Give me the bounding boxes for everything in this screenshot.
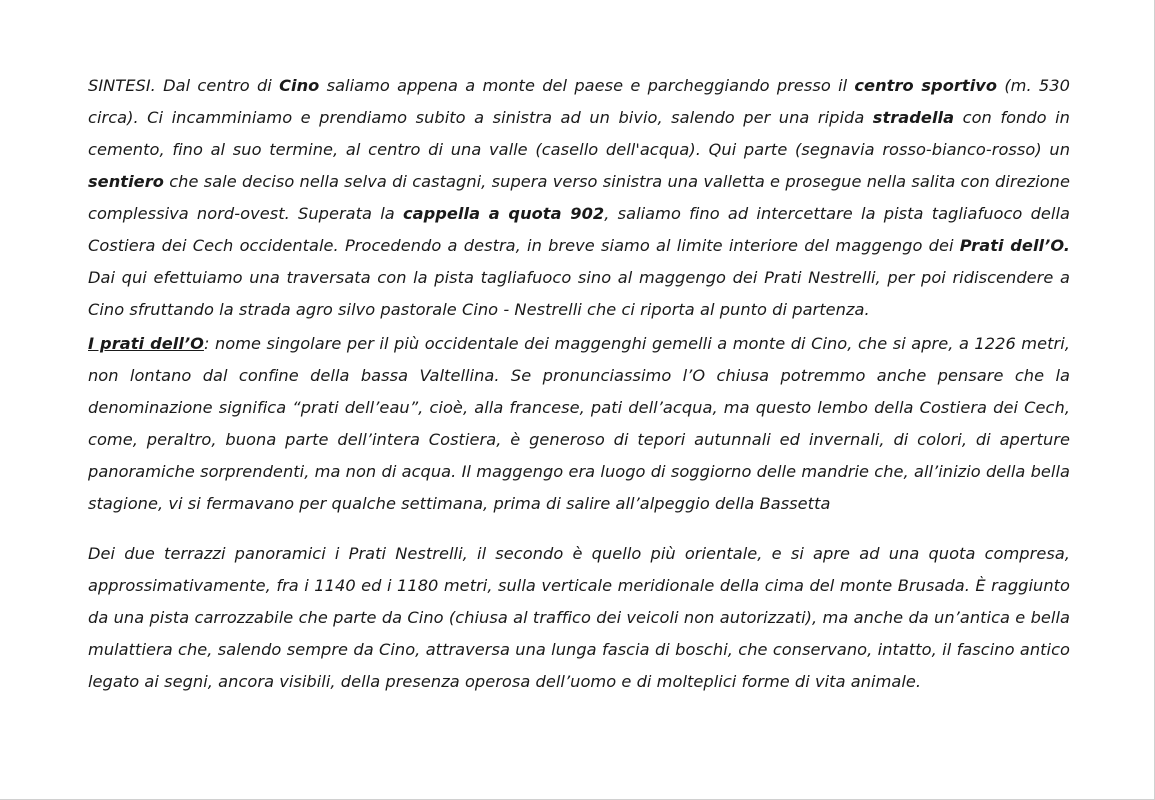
paragraph-prati-dell-o [88,328,1070,520]
bold-sentiero: sentiero [88,172,164,191]
sintesi-text-4: con fondo in cemento, fino al suo termine, al centro di una valle (casello dell'acqua). Qui parte (segnavia rosso-bianco-rosso) un [88,108,1070,159]
bold-cino: Cino [279,76,320,95]
prati-o-text: : nome singolare per il più occidentale dei maggenghi gemelli a monte di Cino, che si apre, a 1226 metri, non lontano dal confine della bassa Valtellina. Se pronunciassimo l’O chiusa potremmo anche pensare che la denominazione significa “prati dell’eau”, cioè, alla francese, pati dell’acqua, ma questo lembo della Costiera dei Cech, come, peraltro, buona parte dell’intera Costiera, è generoso di tepori autunnali ed invernali, di colori, di aperture panoramiche sorprendenti, ma non di acqua. Il maggengo era luogo di soggiorno delle mandrie che, all’inizio della bella stagione, vi si fermavano per qualche settimana, prima di salire all’alpeggio della Bassetta [88,334,1070,513]
sintesi-text-1: SINTESI. Dal centro di [88,76,280,95]
sintesi-text-2: saliamo appena a monte del paese e parcheggiando presso il [319,76,855,95]
sintesi-text-7: Dai qui efettuiamo una traversata con la pista tagliafuoco sino al maggengo dei Prati Nestrelli, per poi ridiscendere a Cino sfruttando la strada agro silvo pastorale Cino - Nestrelli che ci riporta al punto di partenza. [88,268,1070,319]
bold-centro-sportivo: centro sportivo [854,76,998,95]
bold-prati-dell-o: Prati dell’O. [959,236,1071,255]
bold-stradella: stradella [872,108,955,127]
document-body [88,70,1070,698]
bold-cappella: cappella a quota 902 [402,204,605,223]
paragraph-sintesi [88,70,1070,326]
heading-prati-dell-o: I prati dell’O [88,334,204,353]
sintesi-text-5: che sale deciso nella selva di castagni, supera verso sinistra una valletta e prosegue nella salita con direzione complessiva nord-ovest. Superata la [88,172,1070,223]
sintesi-text-3: (m. 530 circa). Ci incamminiamo e prendiamo subito a sinistra ad un bivio, salendo per una ripida [88,76,1070,127]
sintesi-text-6: , saliamo fino ad intercettare la pista tagliafuoco della Costiera dei Cech occidentale. Procedendo a destra, in breve siamo al limite interiore del maggengo dei [88,204,1070,255]
paragraph-nestrelli [88,538,1070,698]
nestrelli-text: Dei due terrazzi panoramici i Prati Nestrelli, il secondo è quello più orientale, e si apre ad una quota compresa, approssimativamente, fra i 1140 ed i 1180 metri, sulla verticale meridionale della cima del monte Brusada. È raggiunto da una pista carrozzabile che parte da Cino (chiusa al traffico dei veicoli non autorizzati), ma anche da un’antica e bella mulattiera che, salendo sempre da Cino, attraversa una lunga fascia di boschi, che conservano, intatto, il fascino antico legato ai segni, ancora visibili, della presenza operosa dell’uomo e di molteplici forme di vita animale. [88,544,1070,691]
